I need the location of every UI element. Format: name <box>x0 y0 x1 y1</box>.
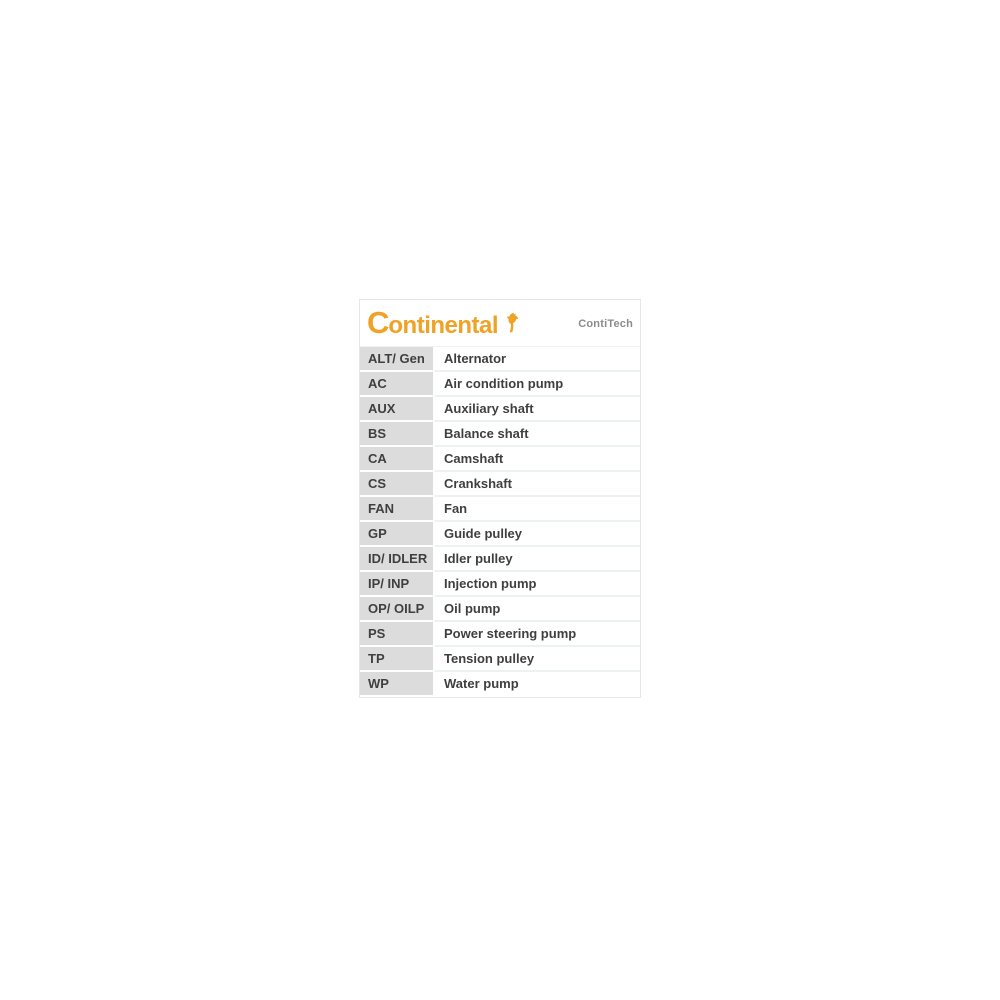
abbreviation-cell: ID/ IDLER <box>360 547 435 572</box>
table-row <box>360 522 640 547</box>
description-cell: Camshaft <box>435 447 640 472</box>
continental-logo-initial: C <box>367 305 389 340</box>
abbreviation-cell: OP/ OILP <box>360 597 435 622</box>
table-row <box>360 672 640 697</box>
horse-icon <box>504 312 521 333</box>
abbreviation-cell: CS <box>360 472 435 497</box>
table-row <box>360 597 640 622</box>
abbreviation-cell: WP <box>360 672 435 697</box>
table-row <box>360 547 640 572</box>
description-cell: Oil pump <box>435 597 640 622</box>
abbreviation-cell: FAN <box>360 497 435 522</box>
description-cell: Idler pulley <box>435 547 640 572</box>
continental-logo <box>367 305 521 347</box>
abbreviation-cell: IP/ INP <box>360 572 435 597</box>
table-row <box>360 397 640 422</box>
description-cell: Air condition pump <box>435 372 640 397</box>
abbreviation-table <box>360 347 640 697</box>
description-cell: Crankshaft <box>435 472 640 497</box>
table-row <box>360 647 640 672</box>
continental-logo-text: ontinental <box>388 312 499 339</box>
abbreviation-cell: PS <box>360 622 435 647</box>
contitech-label: ContiTech <box>578 318 633 330</box>
table-row <box>360 572 640 597</box>
abbreviation-cell: AC <box>360 372 435 397</box>
description-cell: Auxiliary shaft <box>435 397 640 422</box>
description-cell: Fan <box>435 497 640 522</box>
description-cell: Tension pulley <box>435 647 640 672</box>
description-cell: Injection pump <box>435 572 640 597</box>
abbreviation-cell: GP <box>360 522 435 547</box>
description-cell: Power steering pump <box>435 622 640 647</box>
abbreviation-cell: AUX <box>360 397 435 422</box>
table-row <box>360 372 640 397</box>
table-row <box>360 347 640 372</box>
description-cell: Water pump <box>435 672 640 697</box>
table-row <box>360 497 640 522</box>
description-cell: Guide pulley <box>435 522 640 547</box>
table-row <box>360 422 640 447</box>
abbreviation-cell: BS <box>360 422 435 447</box>
table-row <box>360 622 640 647</box>
description-cell: Balance shaft <box>435 422 640 447</box>
abbreviation-legend-card <box>359 299 641 698</box>
table-row <box>360 472 640 497</box>
abbreviation-cell: ALT/ Gen <box>360 347 435 372</box>
brand-header <box>360 300 640 347</box>
description-cell: Alternator <box>435 347 640 372</box>
table-row <box>360 447 640 472</box>
abbreviation-cell: TP <box>360 647 435 672</box>
abbreviation-cell: CA <box>360 447 435 472</box>
